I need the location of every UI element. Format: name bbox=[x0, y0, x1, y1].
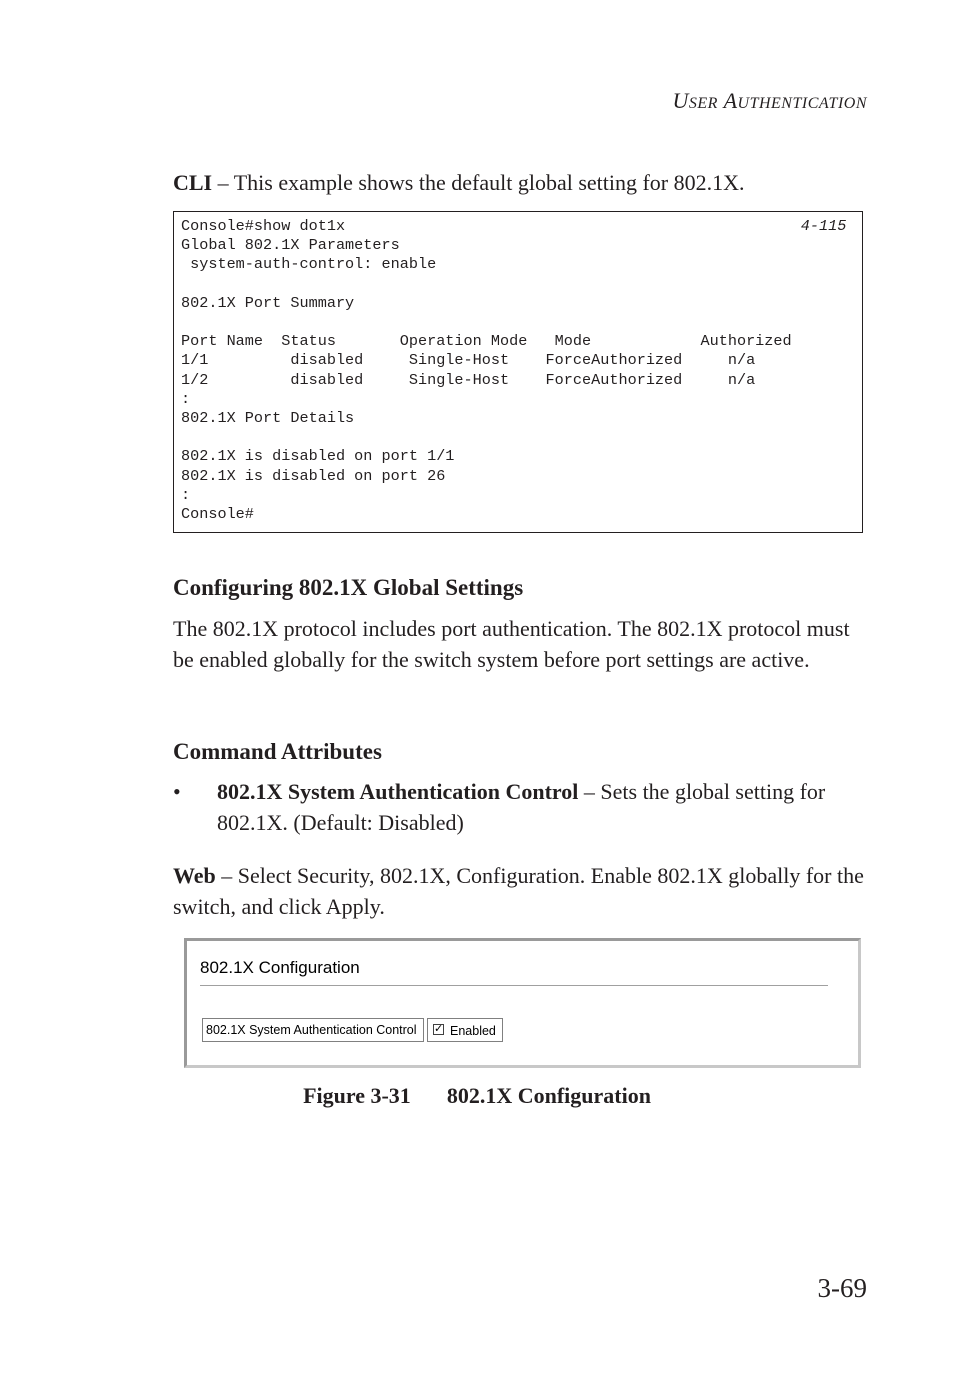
cli-label: CLI bbox=[173, 170, 213, 195]
system-auth-control-field[interactable] bbox=[427, 1018, 503, 1042]
code-reference: 4-115 bbox=[800, 217, 847, 235]
config-screenshot bbox=[184, 938, 861, 1068]
section-heading-config: Configuring 802.1X Global Settings bbox=[173, 575, 524, 600]
bullet-icon: • bbox=[173, 779, 181, 804]
attribute-item bbox=[217, 776, 877, 838]
cli-intro-paragraph bbox=[173, 167, 873, 198]
figure-caption bbox=[0, 1083, 954, 1109]
attribute-description: – Sets the global setting for 802.1X. (Default: Disabled) bbox=[217, 779, 826, 835]
header-word: UTHENTICATION bbox=[737, 95, 867, 112]
attribute-term: 802.1X System Authentication Control bbox=[217, 779, 579, 804]
cli-code-box bbox=[173, 211, 863, 533]
code-output: Global 802.1X Parameters system-auth-control: enable 802.1X Port Summary Port Name Status Operation Mode Mode Authorized 1/1 disabled Single-Host ForceAuthorized n/a 1/2 disabled Single-Host ForceAuthorized n/a : 802.1X Port Details 802.1X is disabled on port 1/1 802.1X is disabled on port 26 : Console# bbox=[181, 236, 792, 524]
page-number: 3-69 bbox=[817, 1273, 867, 1303]
web-label: Web bbox=[173, 863, 216, 888]
section-heading-attributes: Command Attributes bbox=[173, 739, 382, 764]
web-intro-paragraph bbox=[173, 860, 873, 922]
running-header bbox=[673, 88, 867, 114]
system-auth-control-label: 802.1X System Authentication Control bbox=[202, 1018, 424, 1042]
screenshot-title: 802.1X Configuration bbox=[200, 958, 360, 977]
cli-intro-text: – This example shows the default global setting for 802.1X. bbox=[212, 170, 745, 195]
header-initial: A bbox=[723, 88, 738, 113]
header-initial: U bbox=[672, 88, 689, 113]
header-word: SER bbox=[688, 95, 718, 112]
code-command: Console#show dot1x bbox=[181, 217, 346, 235]
config-paragraph: The 802.1X protocol includes port authentication. The 802.1X protocol must be enabled globally for the switch system before port settings are active. bbox=[173, 616, 850, 672]
enabled-checkbox-label[interactable]: Enabled bbox=[450, 1024, 496, 1038]
divider bbox=[200, 985, 828, 987]
web-intro-text: – Select Security, 802.1X, Configuration. Enable 802.1X globally for the switch, and click Apply. bbox=[173, 863, 864, 919]
enabled-checkbox[interactable]: ✓ bbox=[434, 1023, 444, 1035]
cli-code bbox=[181, 217, 846, 524]
figure-number: Figure 3-31 bbox=[303, 1083, 411, 1108]
figure-title: 802.1X Configuration bbox=[446, 1083, 651, 1108]
